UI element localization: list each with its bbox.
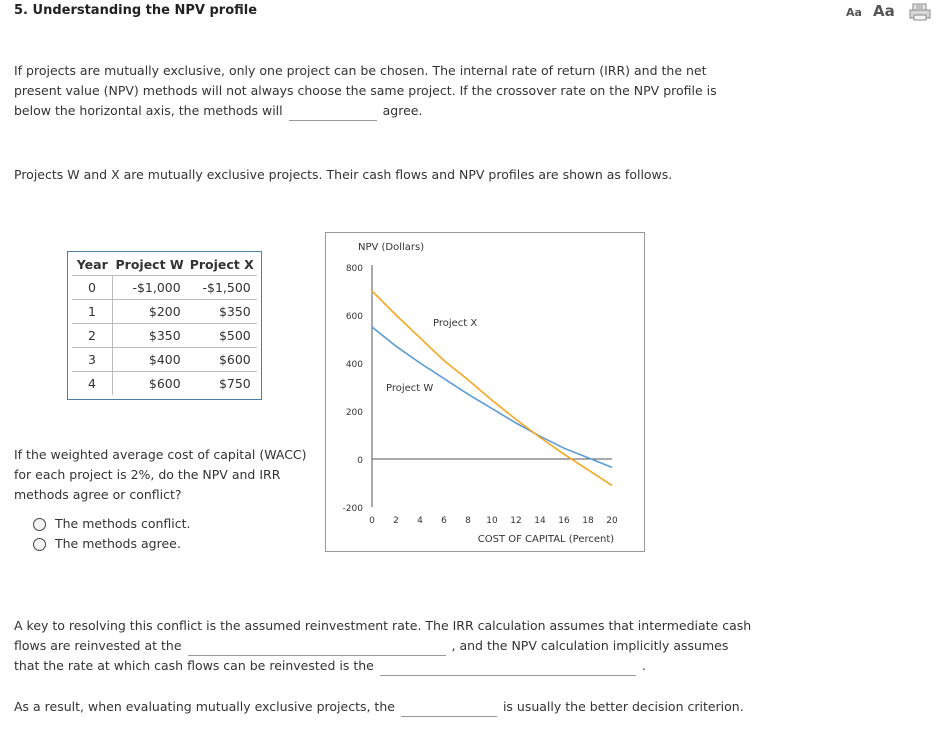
- table-cell: $600: [187, 348, 257, 372]
- table-row: [72, 348, 257, 372]
- decision-criterion-dropdown[interactable]: [401, 700, 497, 717]
- radio-label[interactable]: The methods agree.: [55, 536, 181, 551]
- npv-reinvestment-dropdown[interactable]: [380, 659, 636, 676]
- table-cell: $200: [113, 300, 187, 324]
- y-tick-label: 800: [345, 264, 363, 274]
- table-cell: $600: [148, 376, 181, 391]
- intro-line-1: If projects are mutually exclusive, only one project can be chosen. The internal rate of return (IRR) and the net: [14, 63, 707, 78]
- project-w-label: Project W: [386, 383, 434, 394]
- project-x-label: Project X: [433, 318, 478, 329]
- question-line-3: methods agree or conflict?: [14, 487, 182, 502]
- table-cell: 1: [72, 300, 113, 324]
- table-cell: $350: [113, 324, 187, 348]
- table-cell: $350: [187, 300, 257, 324]
- y-tick-label: 600: [345, 312, 363, 322]
- npv-chart-svg: [326, 233, 644, 551]
- table-cell: -$1,000: [113, 276, 187, 300]
- intro-line-3: [14, 101, 717, 121]
- table-cell: $500: [187, 324, 257, 348]
- cash-flow-table: [67, 251, 262, 400]
- x-tick-label: 8: [465, 516, 471, 526]
- npv-profile-chart: [325, 232, 645, 552]
- projects-intro-text: Projects W and X are mutually exclusive projects. Their cash flows and NPV profiles are shown as follows.: [14, 167, 673, 182]
- table-row: [72, 324, 257, 348]
- table-header-year: Year: [72, 254, 113, 276]
- table-cell: 4: [72, 372, 113, 396]
- conclusion-text: As a result, when evaluating mutually exclusive projects, the: [14, 699, 395, 714]
- table-cell: 2: [72, 324, 113, 348]
- table-cell: 3: [72, 348, 113, 372]
- crossover-answer-dropdown[interactable]: [289, 104, 377, 121]
- conclusion-paragraph: [14, 697, 744, 717]
- radio-label[interactable]: The methods conflict.: [55, 516, 191, 531]
- y-tick-label: 0: [357, 456, 363, 466]
- table-row: [72, 372, 257, 396]
- table-header-project-w: Project W: [113, 254, 187, 276]
- project-w-npv-line: [372, 327, 612, 467]
- chart-title: NPV (Dollars): [358, 242, 425, 253]
- reinvestment-line-3: [14, 656, 751, 676]
- table-row: [72, 300, 257, 324]
- reinvestment-line-1: A key to resolving this conflict is the assumed reinvestment rate. The IRR calculation assumes that intermediate cash: [14, 618, 752, 633]
- x-tick-label: 14: [534, 516, 546, 526]
- reinvestment-line-2-text: flows are reinvested at the: [14, 638, 182, 653]
- x-tick-label: 0: [369, 516, 375, 526]
- table-cell: 0: [72, 276, 113, 300]
- x-tick-label: 18: [582, 516, 594, 526]
- question-line-1: If the weighted average cost of capital (WACC): [14, 447, 307, 462]
- irr-reinvestment-dropdown[interactable]: [188, 639, 446, 656]
- y-tick-label: 400: [345, 360, 363, 370]
- intro-line-2: present value (NPV) methods will not always choose the same project. If the crossover rate on the NPV profile is: [14, 83, 717, 98]
- reinvestment-line-3-end: .: [641, 658, 646, 673]
- table-header-project-x: Project X: [187, 254, 257, 276]
- conclusion-end: is usually the better decision criterion.: [502, 699, 744, 714]
- font-size-large-button[interactable]: Aa: [873, 2, 895, 20]
- intro-line-3-end: agree.: [382, 103, 423, 118]
- y-tick-label: 200: [345, 408, 363, 418]
- x-tick-label: 12: [510, 516, 522, 526]
- y-tick-label: -200: [342, 504, 363, 514]
- table-row: [72, 276, 257, 300]
- table-cell: $400: [113, 348, 187, 372]
- page-title: 5. Understanding the NPV profile: [14, 3, 258, 18]
- x-tick-label: 10: [486, 516, 498, 526]
- reinvestment-line-2: [14, 636, 751, 656]
- radio-circle-icon[interactable]: [33, 518, 46, 531]
- font-size-small-button[interactable]: Aa: [846, 6, 862, 19]
- x-tick-label: 6: [441, 516, 447, 526]
- wacc-question: [14, 445, 307, 505]
- reinvestment-line-2-end: , and the NPV calculation implicitly assumes: [451, 638, 729, 653]
- x-tick-label: 2: [393, 516, 399, 526]
- x-tick-label: 4: [417, 516, 423, 526]
- reinvestment-line-3-text: that the rate at which cash flows can be reinvested is the: [14, 658, 374, 673]
- table-cell: $750: [218, 376, 251, 391]
- intro-line-3-text: below the horizontal axis, the methods will: [14, 103, 283, 118]
- x-tick-label: 20: [606, 516, 618, 526]
- print-icon[interactable]: [909, 3, 931, 21]
- table-cell: -$1,500: [187, 276, 257, 300]
- x-tick-label: 16: [558, 516, 570, 526]
- radio-circle-icon[interactable]: [33, 538, 46, 551]
- chart-xlabel: COST OF CAPITAL (Percent): [477, 534, 615, 545]
- intro-paragraph: [14, 61, 717, 121]
- reinvestment-paragraph: [14, 616, 751, 676]
- question-line-2: for each project is 2%, do the NPV and IRR: [14, 467, 281, 482]
